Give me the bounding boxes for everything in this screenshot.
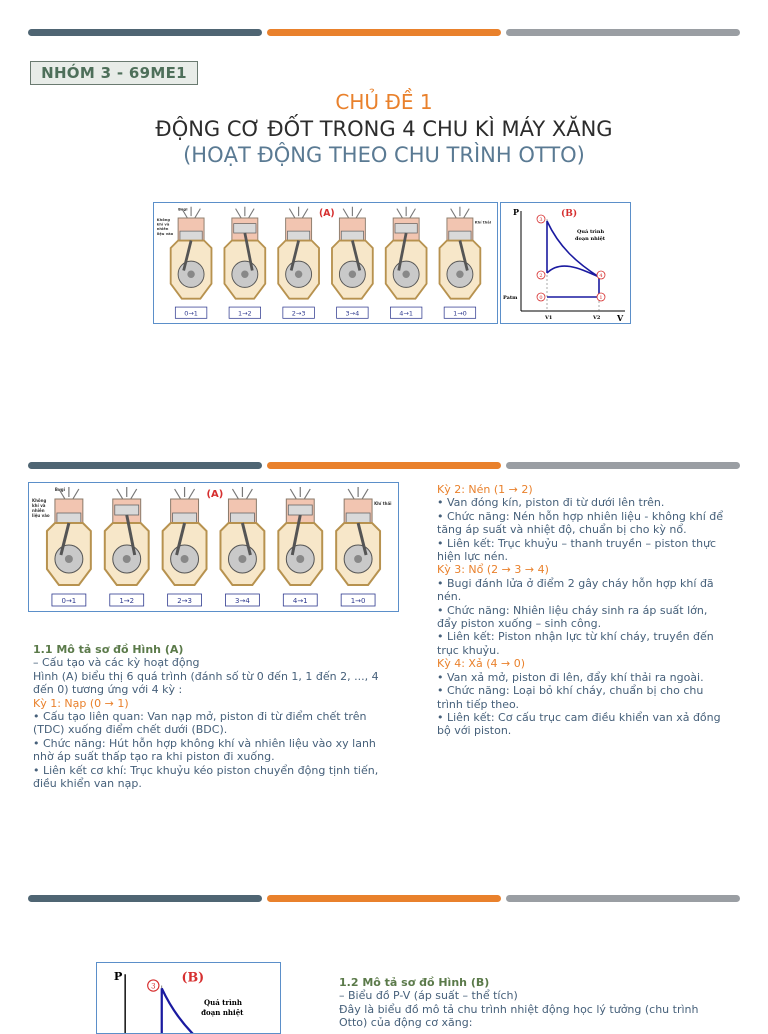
svg-text:3: 3 [151,981,156,991]
svg-text:3: 3 [539,217,543,223]
figure-a-side-label: liệu vào [156,231,174,236]
axis-p-label: P [113,968,123,983]
divider-bar-gray [28,29,262,36]
stroke-step-label [225,594,259,606]
text-line: (TDC) xuống điểm chết dưới (BDC). [33,723,228,737]
text-line: • Chức năng: Loại bỏ khí cháy, chuẩn bị cho chu [437,684,704,698]
svg-text:1→0: 1→0 [350,596,366,606]
divider-bar-gray [28,895,262,902]
svg-text:4→1: 4→1 [399,309,413,318]
figure-a-side-label: nhiên [31,507,45,514]
page-subtitle: (HOẠT ĐỘNG THEO CHU TRÌNH OTTO) [183,143,585,167]
text-line: – Cấu tạo và các kỳ hoạt động [33,656,200,670]
stroke-step-label [444,307,476,318]
figure-a-side-label: nhiên [156,227,169,232]
text-line: Otto) của động cơ xăng: [339,1016,473,1030]
pv-point [537,271,545,279]
pv-point [148,980,159,991]
divider-bar-light [506,895,740,902]
figure-a-side-label: Không [31,497,47,504]
engine-cylinder [171,207,212,299]
text-line: trục khuỷu. [437,643,500,657]
text-line: • Liên kết cơ khí: Trục khuỷu kéo piston chuyển động tịnh tiến, [33,763,379,777]
svg-text:2: 2 [539,273,543,279]
section-a-description [33,643,379,790]
group-tag: NHÓM 3 - 69ME1 [30,61,198,85]
stroke-step-label [283,594,317,606]
text-line: • Van xả mở, piston đi lên, đẩy khí thải ra ngoài. [437,670,704,684]
stroke-step-label [168,594,202,606]
svg-text:1: 1 [599,295,603,301]
text-line: nhờ áp suất thấp tạo ra khi piston đi xuống. [33,750,275,764]
engine-cylinder [332,207,373,299]
pv-point [537,215,545,223]
page-title: ĐỘNG CƠ ĐỐT TRONG 4 CHU KÌ MÁY XĂNG [155,117,613,141]
figure-a-label: (A) [319,208,335,220]
pv-point [537,293,545,301]
svg-text:2→3: 2→3 [291,309,306,318]
text-line: • Van đóng kín, piston đi từ dưới lên trên. [437,496,665,510]
figure-a-side-label: Không [156,217,171,222]
text-line: Kỳ 3: Nổ (2 → 3 → 4) [437,563,549,577]
stroke-step-label [175,307,207,318]
engine-cylinder [220,487,264,585]
figure-a-side-label: liệu vào [31,512,50,519]
svg-text:4: 4 [599,273,603,279]
svg-text:Quá trình: Quá trình [203,998,243,1008]
svg-text:Quá trình: Quá trình [577,229,605,235]
figure-b-svg [501,203,630,323]
figure-a-side-label: Bugi [178,207,188,212]
svg-text:2→3: 2→3 [177,596,192,606]
stroke-step-label [341,594,375,606]
engine-cylinder [386,207,427,299]
stroke-step-label [337,307,369,318]
figure-a-exhaust-label: Khí thải [374,500,392,507]
svg-text:0→1: 0→1 [184,309,198,318]
pv-point [597,271,605,279]
figure-a-engine-strokes [28,482,399,612]
svg-text:đoạn nhiệt: đoạn nhiệt [575,236,606,242]
engine-cylinder [278,207,319,299]
text-line: Đây là biểu đồ mô tả chu trình nhiệt động học lý tưởng (chu trình [339,1002,699,1016]
patm-label: Patm [503,295,518,301]
figure-b-label: (B) [561,209,578,219]
divider-bar-gray [28,462,262,469]
section-a-heading: 1.1 Mô tả sơ đồ Hình (A) [33,643,184,656]
figure-a-side-label: khí và [31,502,46,509]
svg-text:đoạn nhiệt: đoạn nhiệt [201,1008,244,1018]
stroke-step-label [390,307,422,318]
text-line: đẩy piston xuống – sinh công. [437,617,602,631]
text-line: đến 0) tương ứng với 4 kỳ : [33,683,183,697]
axis-p-label: P [513,207,520,217]
text-line: Kỳ 4: Xả (4 → 0) [437,657,525,671]
svg-text:V1: V1 [545,315,553,321]
text-line: • Chức năng: Hút hỗn hợp không khí và nhiên liệu vào xy lanh [33,736,376,750]
stroke-step-label [52,594,86,606]
svg-text:3→4: 3→4 [345,309,360,318]
text-line: Kỳ 1: Nạp (0 → 1) [33,696,129,710]
text-line: Kỳ 2: Nén (1 → 2) [437,483,533,496]
text-line: hiện lực nén. [437,550,509,564]
figure-b-pv-diagram [500,202,631,324]
divider-bar-light [506,462,740,469]
figure-a-svg [154,203,497,323]
engine-cylinder [163,487,207,585]
pv-point [597,293,605,301]
figure-b-label: (B) [181,969,205,985]
text-line: tăng áp suất và nhiệt độ, chuẩn bị cho kỳ nổ. [437,523,687,537]
stroke-step-label [110,594,144,606]
figure-a-label: (A) [206,488,224,501]
svg-text:1→2: 1→2 [238,309,252,318]
svg-text:1→0: 1→0 [453,309,467,318]
section-b-heading: 1.2 Mô tả sơ đồ Hình (B) [339,976,490,989]
svg-text:0→1: 0→1 [61,596,77,606]
stroke-step-label [283,307,315,318]
figure-a-side-label: khí và [156,222,170,227]
figure-a-svg [29,483,398,611]
text-line: • Chức năng: Nhiên liệu cháy sinh ra áp suất lớn, [437,603,708,617]
svg-text:0: 0 [539,295,543,301]
svg-text:4→1: 4→1 [292,596,308,606]
figure-a-exhaust-label: Khí thải [474,220,491,225]
engine-cylinder [278,487,322,585]
divider-bar-light [506,29,740,36]
text-line: • Cấu tạo liên quan: Van nạp mở, piston đi từ điểm chết trên [33,710,367,724]
text-line: – Biểu đồ P-V (áp suất – thể tích) [339,989,518,1003]
divider-bar-orange [267,462,501,469]
text-line: trình tiếp theo. [437,697,520,711]
svg-text:1→2: 1→2 [119,596,135,606]
figure-a-engine-strokes [153,202,498,324]
figure-b-svg [97,963,280,1033]
text-line: • Chức năng: Nén hỗn hợp nhiên liệu - không khí để [437,509,724,523]
text-line: điều khiển van nạp. [33,777,142,791]
svg-text:3→4: 3→4 [235,596,250,606]
section-b-description [339,976,699,1030]
svg-text:V2: V2 [593,315,601,321]
axis-v-label: V [617,313,624,323]
text-line: • Liên kết: Cơ cấu trục cam điều khiển van xả đồng [437,710,721,724]
divider-bar-orange [267,895,501,902]
figure-a-side-label: Bugi [54,486,66,493]
text-line: bộ với piston. [437,724,512,738]
divider-bar-orange [267,29,501,36]
figure-b-pv-diagram [96,962,281,1034]
text-line: • Bugi đánh lửa ở điểm 2 gây cháy hỗn hợp khí đã [437,576,714,590]
topic-title: CHỦ ĐỀ 1 [335,90,433,114]
text-line: nén. [437,590,462,604]
engine-cylinder [224,207,265,299]
engine-cylinder [105,487,149,585]
text-line: • Liên kết: Piston nhận lực từ khí cháy, truyền đến [437,630,714,644]
engine-cylinder [47,487,91,585]
text-line: • Liên kết: Trục khuỷu – thanh truyền – piston thực [437,536,717,550]
stroke-step-label [229,307,261,318]
text-line: Hình (A) biểu thị 6 quá trình (đánh số từ 0 đến 1, 1 đến 2, ..., 4 [33,669,379,683]
section-strokes-description [437,483,723,738]
